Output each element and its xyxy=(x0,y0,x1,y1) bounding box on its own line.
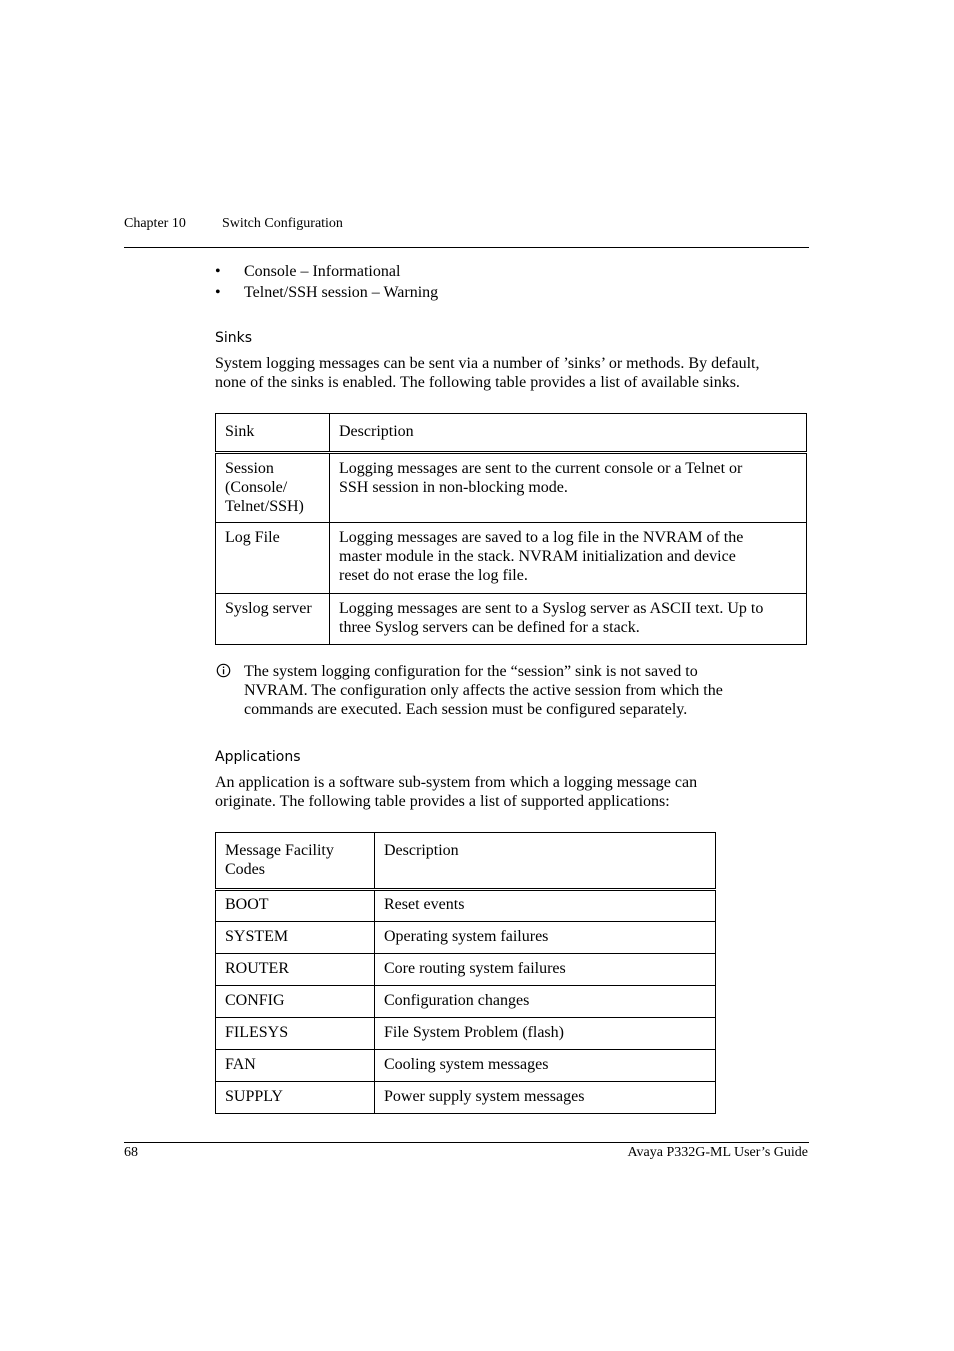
table-row xyxy=(216,453,807,523)
applications-intro: An application is a software sub-system from which a logging message can originate. The following table provides a list of supported applications: xyxy=(215,774,698,810)
footer-rule xyxy=(124,1142,809,1143)
table-cell: FILESYS xyxy=(216,1018,375,1050)
chapter-label: Chapter 10 xyxy=(124,216,186,231)
table-cell: FAN xyxy=(216,1050,375,1082)
table-header-row xyxy=(216,414,807,453)
table-header-cell: Message Facility Codes xyxy=(216,833,375,890)
page-number: 68 xyxy=(124,1145,138,1160)
sinks-table xyxy=(215,413,807,645)
table-cell: Reset events xyxy=(375,890,716,922)
table-row xyxy=(216,1050,716,1082)
table-row xyxy=(216,986,716,1018)
table-header-cell: Description xyxy=(375,833,716,890)
bullet-icon: • xyxy=(215,284,221,301)
table-cell: Session (Console/ Telnet/SSH) xyxy=(216,453,330,523)
table-cell: SYSTEM xyxy=(216,922,375,954)
table-cell: Logging messages are sent to the current console or a Telnet or SSH session in non-blocking mode. xyxy=(330,453,807,523)
chapter-title: Switch Configuration xyxy=(222,216,343,231)
table-cell: ROUTER xyxy=(216,954,375,986)
note-text: The system logging configuration for the “session” sink is not saved to NVRAM. The configuration only affects the active session from which the commands are executed. Each session must be configured separately. xyxy=(244,663,723,718)
table-cell: Syslog server xyxy=(216,594,330,645)
section-heading-applications: Applications xyxy=(215,749,301,765)
table-row xyxy=(216,594,807,645)
section-heading-sinks: Sinks xyxy=(215,330,253,346)
bullet-list xyxy=(215,261,438,303)
table-row xyxy=(216,890,716,922)
table-row xyxy=(216,523,807,594)
table-row xyxy=(216,954,716,986)
table-cell: Log File xyxy=(216,523,330,594)
table-cell: Configuration changes xyxy=(375,986,716,1018)
table-cell: BOOT xyxy=(216,890,375,922)
table-row xyxy=(216,1082,716,1114)
info-icon xyxy=(216,663,231,683)
table-cell: SUPPLY xyxy=(216,1082,375,1114)
table-row xyxy=(216,1018,716,1050)
sinks-intro: System logging messages can be sent via a number of ’sinks’ or methods. By default, none of the sinks is enabled. The following table provides a list of available sinks. xyxy=(215,355,760,391)
table-header-cell: Description xyxy=(330,414,807,453)
table-cell: Cooling system messages xyxy=(375,1050,716,1082)
table-row xyxy=(216,922,716,954)
header-rule xyxy=(124,247,809,248)
table-header-row xyxy=(216,833,716,890)
list-item: • Telnet/SSH session – Warning xyxy=(215,284,439,301)
table-cell: CONFIG xyxy=(216,986,375,1018)
applications-table xyxy=(215,832,716,1114)
table-cell: Logging messages are sent to a Syslog server as ASCII text. Up to three Syslog servers can be defined for a stack. xyxy=(330,594,807,645)
table-header-cell: Sink xyxy=(216,414,330,453)
table-cell: Logging messages are saved to a log file in the NVRAM of the master module in the stack. NVRAM initialization and device reset do not erase the log file. xyxy=(330,523,807,594)
table-cell: Power supply system messages xyxy=(375,1082,716,1114)
bullet-icon: • xyxy=(215,263,221,280)
table-cell: File System Problem (flash) xyxy=(375,1018,716,1050)
document-title: Avaya P332G-ML User’s Guide xyxy=(627,1145,808,1160)
table-cell: Operating system failures xyxy=(375,922,716,954)
list-item: • Console – Informational xyxy=(215,263,401,280)
table-cell: Core routing system failures xyxy=(375,954,716,986)
